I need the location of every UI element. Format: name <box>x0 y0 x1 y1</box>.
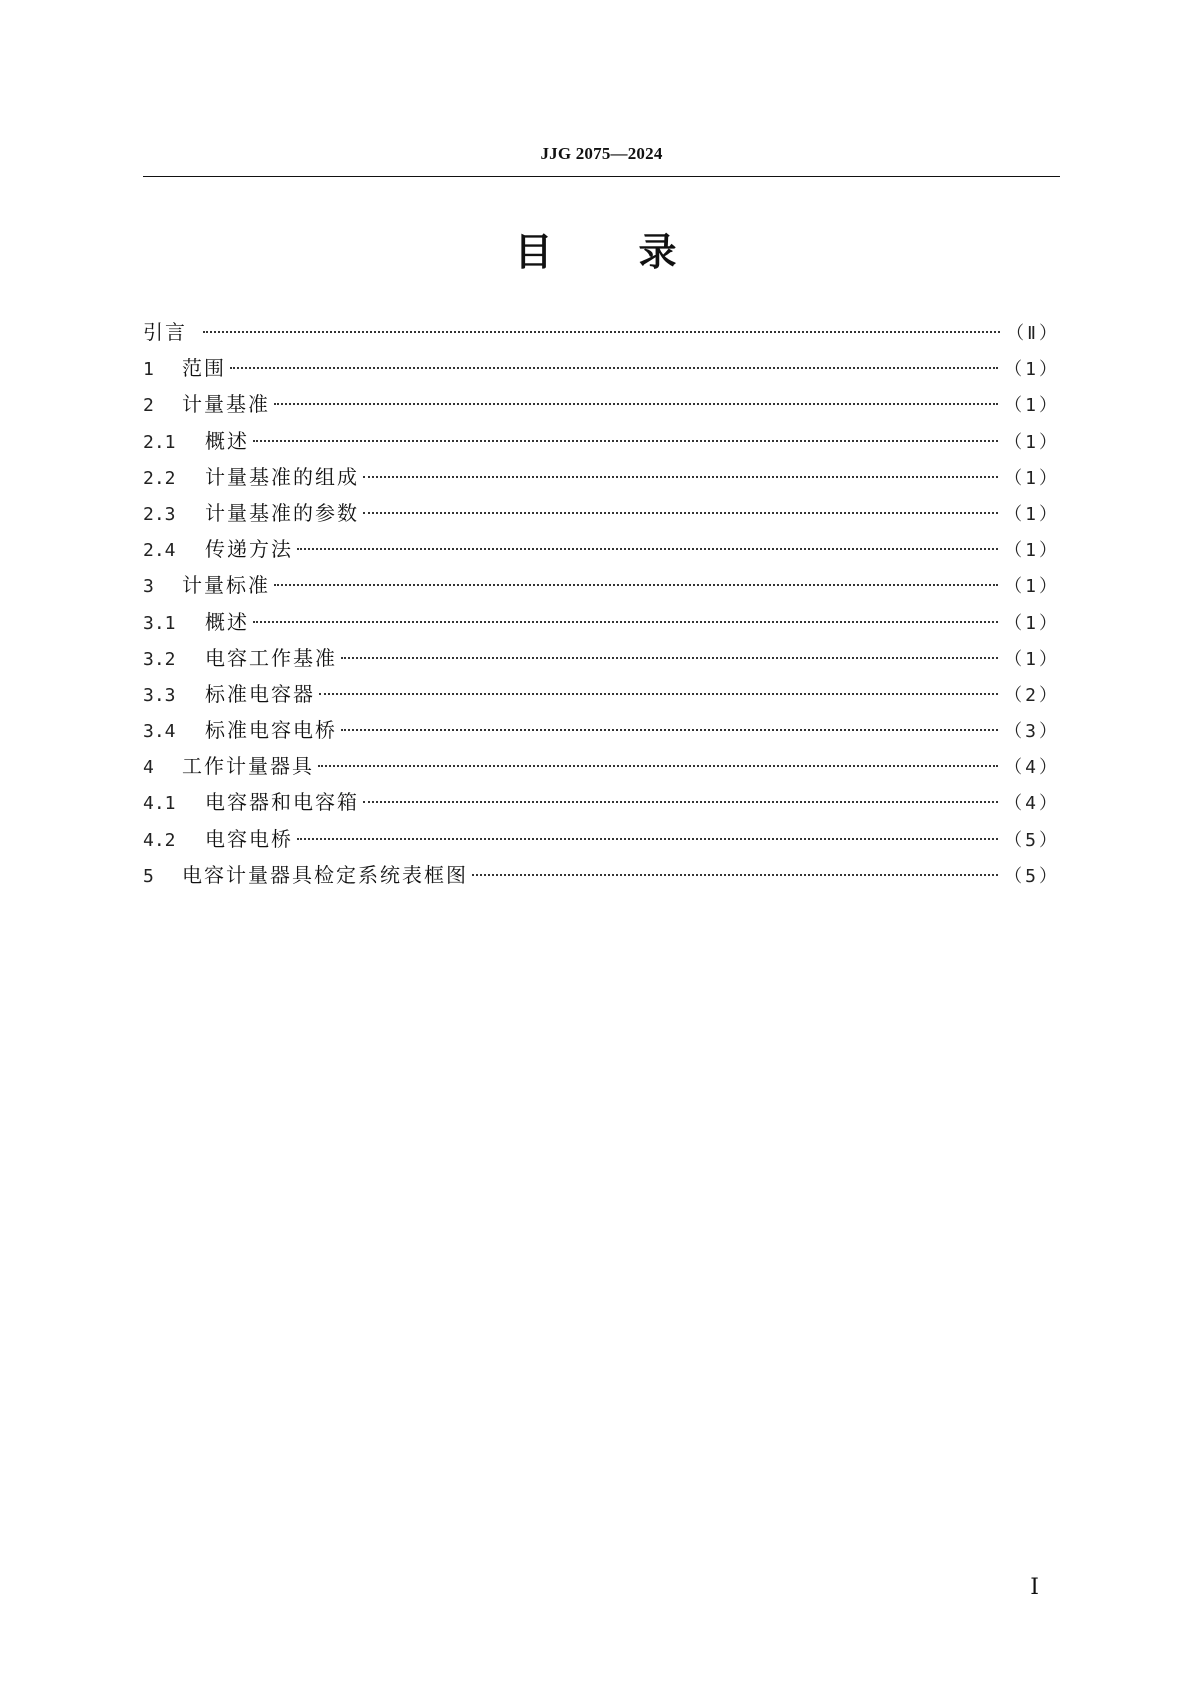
toc-entry-number: 5 <box>143 865 154 887</box>
toc-entry-label: 电容电桥 <box>205 826 293 851</box>
toc-entry-page: （1） <box>1004 467 1060 489</box>
toc-entry-label: 概述 <box>205 428 249 453</box>
dot-leader <box>297 548 998 550</box>
toc-entry[interactable] <box>143 459 1060 495</box>
toc-entry[interactable] <box>143 531 1060 567</box>
dot-leader <box>274 584 998 586</box>
toc-entry-label: 工作计量器具 <box>182 754 314 779</box>
toc-entry-page: （4） <box>1004 757 1060 779</box>
toc-entry-label: 电容工作基准 <box>205 645 337 670</box>
toc-entry-label: 电容器和电容箱 <box>205 790 359 815</box>
toc-entry-label: 电容计量器具检定系统表框图 <box>182 862 468 887</box>
dot-leader <box>203 331 1000 333</box>
toc-entry[interactable] <box>143 640 1060 676</box>
toc-entry-page: （1） <box>1004 359 1060 381</box>
toc-entry-page: （Ⅱ） <box>1006 323 1060 344</box>
toc-entry-page: （1） <box>1004 503 1060 525</box>
toc-entry-label: 计量基准的参数 <box>205 500 359 525</box>
toc-entry-number: 3.3 <box>143 684 176 706</box>
toc-entry-number: 2.1 <box>143 431 176 453</box>
toc-entry-page: （1） <box>1004 612 1060 634</box>
toc-entry-label: 引言 <box>143 320 187 344</box>
dot-leader <box>274 403 998 405</box>
toc-entry[interactable] <box>143 857 1060 893</box>
toc-entry-label: 计量基准的组成 <box>205 464 359 489</box>
document-code: JJG 2075—2024 <box>540 144 663 163</box>
toc-entry-page: （1） <box>1004 431 1060 453</box>
toc-entry[interactable] <box>143 604 1060 640</box>
dot-leader <box>230 367 998 369</box>
toc-entry-number: 2.4 <box>143 540 176 562</box>
running-header <box>143 140 1060 177</box>
toc-entry[interactable] <box>143 423 1060 459</box>
toc-entry-label: 范围 <box>182 356 226 381</box>
toc-entry[interactable] <box>143 567 1060 603</box>
toc-entry-number: 3.4 <box>143 721 176 743</box>
page-number: Ⅰ <box>1030 1574 1039 1599</box>
toc-entry-number: 2.2 <box>143 467 176 489</box>
toc-entry-page: （5） <box>1004 829 1060 851</box>
toc-entry-page: （2） <box>1004 684 1060 706</box>
dot-leader <box>318 765 998 767</box>
toc-entry-page: （1） <box>1004 395 1060 417</box>
toc-entry-number: 4.2 <box>143 829 176 851</box>
toc-entry-page: （4） <box>1004 793 1060 815</box>
dot-leader <box>341 729 998 731</box>
toc-entry[interactable] <box>143 712 1060 748</box>
toc-entry-number: 2 <box>143 395 154 417</box>
toc-entry[interactable] <box>143 350 1060 386</box>
dot-leader <box>363 512 998 514</box>
toc-entry-label: 计量基准 <box>182 392 270 417</box>
dot-leader <box>319 693 998 695</box>
table-of-contents <box>143 314 1060 893</box>
dot-leader <box>472 874 998 876</box>
toc-entry-number: 1 <box>143 359 154 381</box>
dot-leader <box>253 621 998 623</box>
toc-entry[interactable] <box>143 748 1060 784</box>
toc-entry-number: 2.3 <box>143 503 176 525</box>
toc-entry-label: 标准电容电桥 <box>205 718 337 743</box>
toc-entry[interactable] <box>143 495 1060 531</box>
toc-entry[interactable] <box>143 784 1060 820</box>
toc-entry-page: （1） <box>1004 540 1060 562</box>
toc-entry-number: 3.2 <box>143 648 176 670</box>
dot-leader <box>363 801 998 803</box>
dot-leader <box>363 476 998 478</box>
toc-entry-page: （5） <box>1004 865 1060 887</box>
toc-entry-number: 4.1 <box>143 793 176 815</box>
toc-entry-page: （1） <box>1004 576 1060 598</box>
dot-leader <box>341 657 998 659</box>
toc-entry[interactable] <box>143 386 1060 422</box>
toc-entry-number: 3 <box>143 576 154 598</box>
dot-leader <box>253 440 998 442</box>
toc-entry[interactable] <box>143 821 1060 857</box>
toc-entry-page: （3） <box>1004 721 1060 743</box>
toc-title: 目录 <box>514 230 763 274</box>
toc-entry-label: 标准电容器 <box>205 681 315 706</box>
toc-entry[interactable] <box>143 314 1060 350</box>
toc-entry-number: 3.1 <box>143 612 176 634</box>
toc-entry-label: 计量标准 <box>182 573 270 598</box>
toc-entry[interactable] <box>143 676 1060 712</box>
toc-entry-page: （1） <box>1004 648 1060 670</box>
toc-entry-number: 4 <box>143 757 154 779</box>
toc-entry-label: 传递方法 <box>205 537 293 562</box>
dot-leader <box>297 838 998 840</box>
toc-entry-label: 概述 <box>205 609 249 634</box>
